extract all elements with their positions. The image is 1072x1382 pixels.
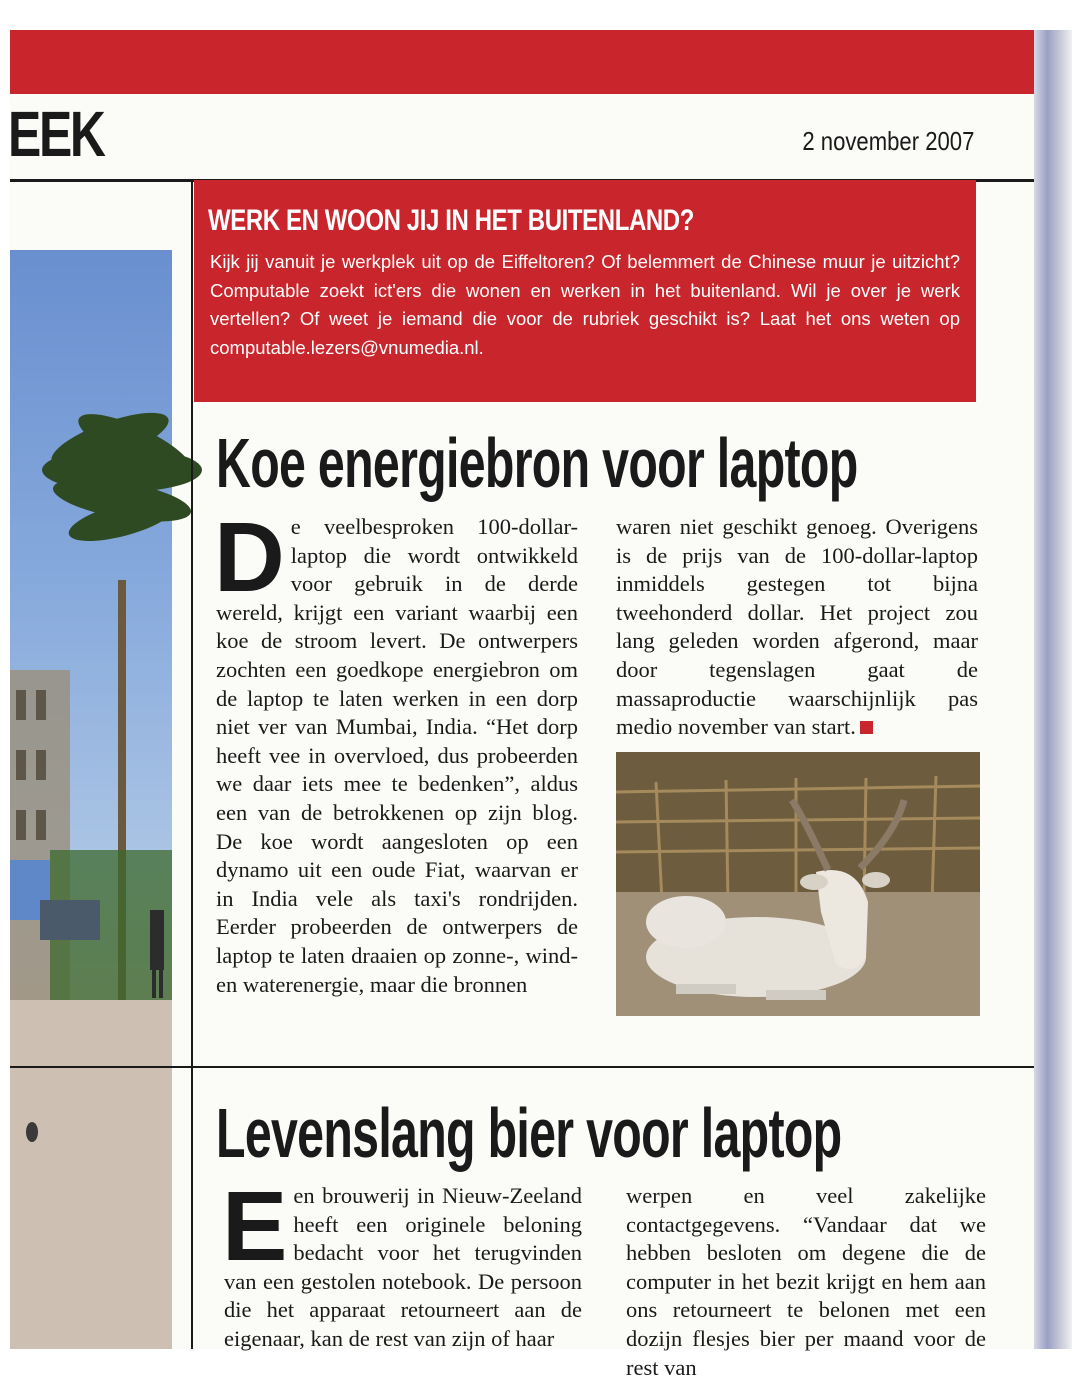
article1-column1 [214,502,578,999]
cow-illustration [616,752,980,1016]
city-square-illustration [10,250,172,1349]
article-divider [10,1066,1034,1068]
article2-column1 [222,1171,582,1354]
article1-col1-text: e veelbesproken 100-dollar-laptop die wordt ontwikkeld voor gebruik in de derde wereld, krijgt een variant waarbij een koe de stroom levert. De ontwerpers zochten een goedkope energiebron om de laptop te laten werken in een dorp niet ver van Mumbai, India. “Het dorp heeft vee in overvloed, dus probeerden we daar iets mee te bedenken”, aldus een van de betrokkenen op zijn blog. De koe wordt aangesloten op een dynamo uit een oude Fiat, waarvan er in India vele als taxi's rondrijden. Eerder probeerden de ontwerpers de laptop te laten draaien op zonne-, wind- en waterenergie, maar die bronnen [216,514,578,997]
article2-column2 [626,1182,986,1382]
callout-body: Kijk jij vanuit je werkplek uit op de Eiffeltoren? Of belemmert de Chinese muur je uitzicht? Computable zoekt ict'ers die wonen en werken in het buitenland. Wil je over je werk vertellen? Of weet je iemand die voor de rubriek geschikt is? Laat het ons weten op computable.lezers@vnumedia.nl. [210,251,960,358]
article2-headline: Levenslang bier voor laptop [216,1094,842,1172]
article-end-marker [860,721,873,734]
scan-edge [1034,30,1072,1349]
article2-col2-text: werpen en veel zakelijke contactgegevens. “Vandaar dat we hebben besloten om degene die de computer in het bezit krijgt en hem aan ons retourneert te belonen met een dozijn flesjes bier per maand voor de rest van [626,1183,986,1380]
article1-column2 [616,513,978,742]
article1-col2-text: waren niet geschikt genoeg. Overigens is de prijs van de 100-dollar-laptop inmiddels gestegen tot bijna tweehonderd dollar. Het project zou lang geleden worden afgerond, maar door tegenslagen gaat de massaproductie waarschijnlijk pas medio november van start. [616,514,978,740]
newspaper-page [8,30,1034,1380]
masthead-red-band [10,30,1034,94]
article1-headline: Koe energiebron voor laptop [216,424,858,502]
masthead-title: EEK [8,98,104,170]
callout-title: WERK EN WOON JIJ IN HET BUITENLAND? [208,204,695,237]
cow-photo [616,752,980,1016]
issue-date: 2 november 2007 [801,126,974,156]
article2-col1-text: en brouwerij in Nieuw-Zeeland heeft een originele beloning bedacht voor het terugvinden van een gestolen notebook. De persoon die het apparaat retourneert aan de eigenaar, kan de rest van zijn of haar [224,1183,582,1351]
article1-dropcap: D [214,502,285,612]
city-square-photo [10,250,172,1349]
column-divider [191,182,193,1349]
article2-dropcap: E [222,1171,288,1281]
callout-box [194,180,976,402]
